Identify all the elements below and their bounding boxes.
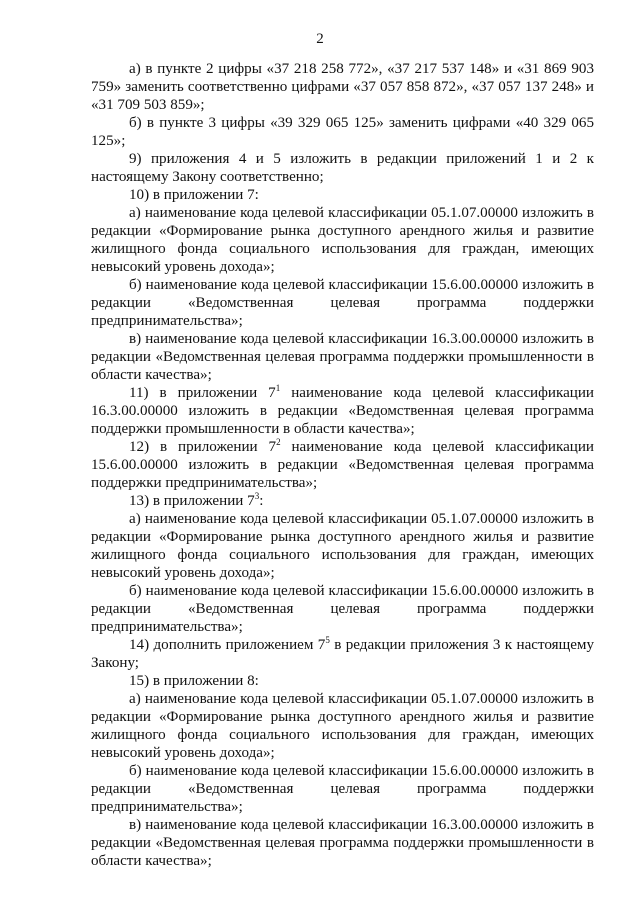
paragraph-p8 xyxy=(91,384,594,438)
paragraph-text: : xyxy=(259,493,264,509)
paragraph-p15 xyxy=(91,690,594,762)
paragraph-p14 xyxy=(91,672,594,690)
paragraph-text: а) наименование кода целевой классификации 05.1.07.00000 изложить в редакции «Формирование рынка доступного арендного жилья и развитие жилищного фонда социального использования для граждан, имеющих невысокий уровень дохода»; xyxy=(91,691,594,761)
paragraph-text: в) наименование кода целевой классификации 16.3.00.00000 изложить в редакции «Ведомственная целевая программа поддержки промышленности в области качества»; xyxy=(91,331,594,383)
paragraph-p5 xyxy=(91,204,594,276)
paragraph-text: а) наименование кода целевой классификации 05.1.07.00000 изложить в редакции «Формирование рынка доступного арендного жилья и развитие жилищного фонда социального использования для граждан, имеющих невысокий уровень дохода»; xyxy=(91,205,594,275)
paragraph-p6 xyxy=(91,276,594,330)
superscript-index: 1 xyxy=(275,383,281,393)
paragraph-p1 xyxy=(91,60,594,114)
paragraph-p4 xyxy=(91,186,594,204)
paragraph-p7 xyxy=(91,330,594,384)
paragraph-p12 xyxy=(91,582,594,636)
paragraph-text: наименование кода целевой классификации 15.6.00.00000 изложить в редакции «Ведомственная целевая программа поддержки предпринимательства»; xyxy=(91,439,595,491)
paragraph-p16 xyxy=(91,762,594,816)
paragraph-text: б) наименование кода целевой классификации 15.6.00.00000 изложить в редакции «Ведомственная целевая программа поддержки предпринимательства»; xyxy=(91,763,594,815)
paragraph-p11 xyxy=(91,510,594,582)
superscript-index: 2 xyxy=(276,437,281,447)
paragraph-p9 xyxy=(91,438,594,492)
paragraph-text: в) наименование кода целевой классификации 16.3.00.00000 изложить в редакции «Ведомственная целевая программа поддержки промышленности в области качества»; xyxy=(91,817,594,869)
paragraph-text: 14) дополнить приложением 7 xyxy=(129,637,326,653)
paragraph-text: наименование кода целевой классификации 16.3.00.00000 изложить в редакции «Ведомственная целевая программа поддержки промышленности в области качества»; xyxy=(91,385,594,437)
paragraph-p2 xyxy=(91,114,594,150)
paragraph-text: б) в пункте 3 цифры «39 329 065 125» заменить цифрами «40 329 065 125»; xyxy=(91,115,594,149)
paragraph-text: 13) в приложении 7 xyxy=(129,493,255,509)
document-body xyxy=(91,60,594,870)
paragraph-p13 xyxy=(91,636,594,672)
superscript-index: 5 xyxy=(325,635,330,645)
paragraph-p3 xyxy=(91,150,594,186)
page-number: 2 xyxy=(316,31,324,47)
paragraph-text: б) наименование кода целевой классификации 15.6.00.00000 изложить в редакции «Ведомственная целевая программа поддержки предпринимательства»; xyxy=(91,583,594,635)
paragraph-text: 9) приложения 4 и 5 изложить в редакции приложений 1 и 2 к настоящему Закону соответственно; xyxy=(91,151,594,185)
paragraph-text: б) наименование кода целевой классификации 15.6.00.00000 изложить в редакции «Ведомственная целевая программа поддержки предпринимательства»; xyxy=(91,277,594,329)
paragraph-text: 10) в приложении 7: xyxy=(129,187,259,203)
paragraph-text: а) в пункте 2 цифры «37 218 258 772», «37 217 537 148» и «31 869 903 759» заменить соответственно цифрами «37 057 858 872», «37 057 137 248» и «31 709 503 859»; xyxy=(91,61,594,113)
paragraph-p17 xyxy=(91,816,594,870)
paragraph-text: в редакции приложения 3 к настоящему Закону; xyxy=(91,637,594,671)
paragraph-text: 15) в приложении 8: xyxy=(129,673,259,689)
paragraph-text: 12) в приложении 7 xyxy=(129,439,277,455)
paragraph-text: а) наименование кода целевой классификации 05.1.07.00000 изложить в редакции «Формирование рынка доступного арендного жилья и развитие жилищного фонда социального использования для граждан, имеющих невысокий уровень дохода»; xyxy=(91,511,594,581)
paragraph-text: 11) в приложении 7 xyxy=(129,385,276,401)
paragraph-p10 xyxy=(91,492,594,510)
superscript-index: 3 xyxy=(254,491,260,501)
